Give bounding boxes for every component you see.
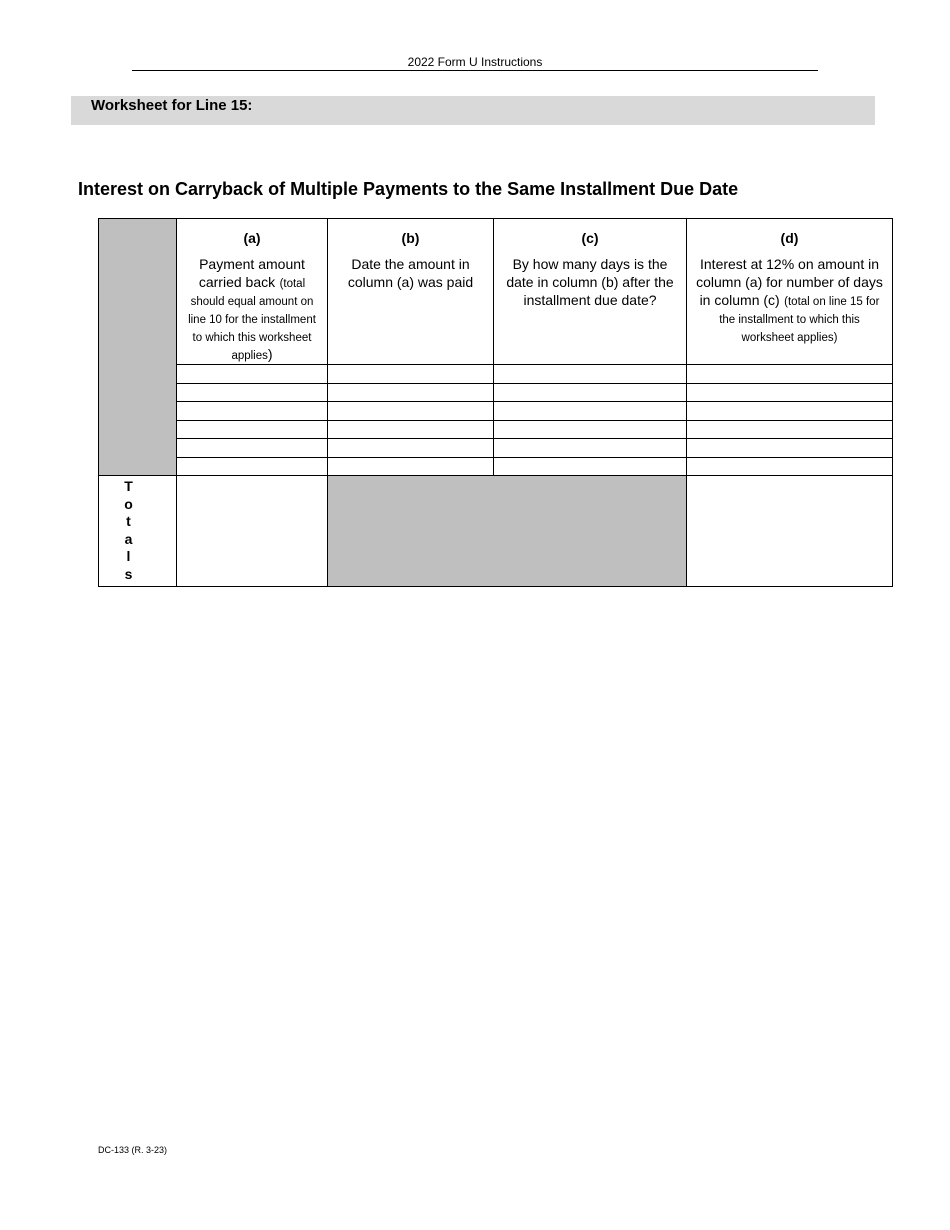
- table-row: [99, 365, 893, 384]
- shaded-totals-cell: [328, 476, 687, 587]
- entry-cell-c[interactable]: [494, 420, 687, 439]
- shaded-side-cell: [99, 219, 177, 476]
- total-column-a-field[interactable]: [177, 476, 328, 587]
- column-d-header: [687, 219, 893, 365]
- entry-cell-c[interactable]: [494, 365, 687, 384]
- entry-cell-b[interactable]: [328, 420, 494, 439]
- entry-cell-a[interactable]: [177, 402, 328, 421]
- entry-cell-c[interactable]: [494, 439, 687, 458]
- table-row: [99, 439, 893, 458]
- page-header: 2022 Form U Instructions: [132, 55, 818, 71]
- entry-cell-d[interactable]: [687, 402, 893, 421]
- entry-cell-a[interactable]: [177, 439, 328, 458]
- entry-cell-a[interactable]: [177, 365, 328, 384]
- column-a-note: (total should equal amount on line 10 for the installment to which this worksheet applies: [188, 278, 316, 362]
- column-c-description: By how many days is the date in column (b) after the installment due date?: [506, 256, 674, 308]
- column-a-close: ): [267, 346, 273, 362]
- entry-cell-d[interactable]: [687, 365, 893, 384]
- form-id: DC-133 (R. 3-23): [98, 1145, 168, 1155]
- column-a-letter: (a): [243, 230, 261, 246]
- entry-cell-c[interactable]: [494, 402, 687, 421]
- table-row: [99, 383, 893, 402]
- totals-row: [99, 476, 893, 587]
- column-c-letter: (c): [581, 230, 599, 246]
- table-row: [99, 457, 893, 476]
- worksheet-label: Worksheet for Line 15:: [91, 97, 253, 114]
- column-a-header: [177, 219, 328, 365]
- entry-cell-d[interactable]: [687, 457, 893, 476]
- table-title: Interest on Carryback of Multiple Payments to the Same Installment Due Date: [78, 179, 739, 199]
- worksheet-table: [98, 218, 893, 587]
- entry-cell-c[interactable]: [494, 383, 687, 402]
- entry-cell-c[interactable]: [494, 457, 687, 476]
- worksheet-heading-bar: [71, 96, 875, 125]
- entry-cell-b[interactable]: [328, 439, 494, 458]
- entry-cell-b[interactable]: [328, 365, 494, 384]
- entry-cell-a[interactable]: [177, 383, 328, 402]
- column-d-note: (total on line 15 for the installment to which this worksheet applies): [719, 296, 880, 344]
- entry-cell-b[interactable]: [328, 383, 494, 402]
- entry-cell-a[interactable]: [177, 420, 328, 439]
- entry-cell-d[interactable]: [687, 383, 893, 402]
- column-b-letter: (b): [401, 230, 420, 246]
- entry-cell-d[interactable]: [687, 439, 893, 458]
- entry-cell-d[interactable]: [687, 420, 893, 439]
- column-d-description: Interest at 12% on amount in column (a) for number of days in column (c): [696, 256, 883, 308]
- column-b-description: Date the amount in column (a) was paid: [347, 256, 474, 290]
- entry-cell-a[interactable]: [177, 457, 328, 476]
- column-d-letter: (d): [780, 230, 799, 246]
- entry-cell-b[interactable]: [328, 402, 494, 421]
- column-a-description: Payment amount carried back: [198, 256, 305, 290]
- table-row: [99, 402, 893, 421]
- totals-label: T o t a l s: [99, 476, 177, 587]
- total-column-d-field[interactable]: [687, 476, 893, 587]
- table-row: [99, 420, 893, 439]
- column-c-header: [494, 219, 687, 365]
- column-b-header: [328, 219, 494, 365]
- entry-cell-b[interactable]: [328, 457, 494, 476]
